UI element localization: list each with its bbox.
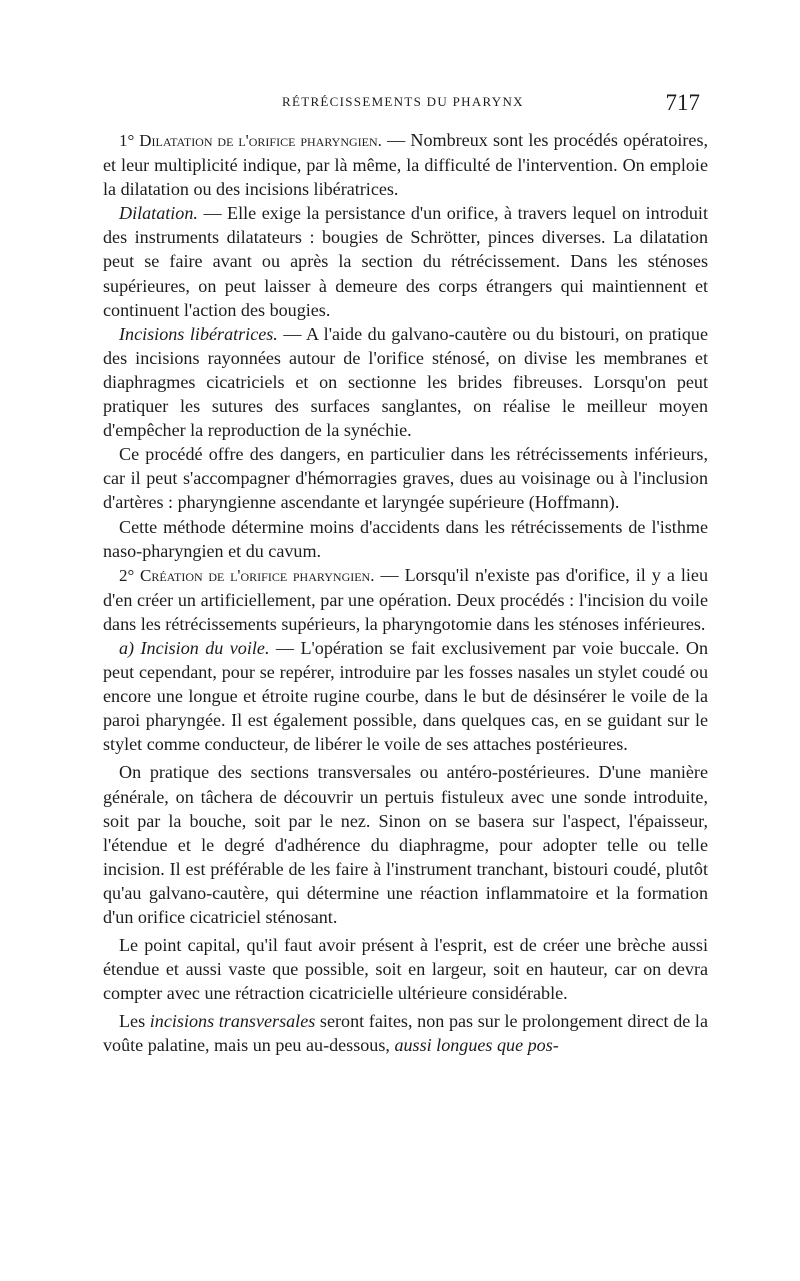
paragraph-dilatation-orifice <box>103 128 708 201</box>
emphasis: aussi longues que pos- <box>394 1035 559 1056</box>
paragraph-text: seront faites, non pas sur le prolongement direct de la voûte palatine, mais un peu au-dessous, <box>103 1011 708 1056</box>
paragraph-point-capital: Le point capital, qu'il faut avoir présent à l'esprit, est de créer une brèche aussi étendue et aussi vaste que possible, soit en largeur, soit en hauteur, car on devra compter avec une rétraction cicatricielle ultérieure considérable. <box>103 935 708 1004</box>
paragraph-text: — Elle exige la persistance d'un orifice, à travers lequel on introduit des instruments dilatateurs : bougies de Schrötter, pinces diverses. La dilatation peut se faire avant ou après la section du rétrécissement. Dans les sténoses supérieures, on peut laisser à demeure des corps étrangers qui maintiennent et continuent l'action des bougies. <box>103 203 708 320</box>
paragraph-text: — A l'aide du galvano-cautère ou du bistouri, on pratique des incisions rayonnées autour de l'orifice sténosé, on divise les membranes et diaphragmes cicatriciels et on sectionne les brides fibreuses. Lorsqu'on peut pratiquer les sutures des surfaces sanglantes, on réalise le meilleur moyen d'empêcher la reproduction de la synéchie. <box>103 323 708 441</box>
paragraph-text: — Lorsqu'il n'existe pas d'orifice, il y a lieu d'en créer un artificiellement, par une opération. Deux procédés : l'incision du voile dans les rétrécissements supérieurs, la pharyngotomie dans les sténoses inférieures. <box>103 564 708 634</box>
paragraph-incisions-liberatrices <box>103 322 708 442</box>
body-text <box>103 128 708 1058</box>
subsection-heading: a) Incision du voile. <box>119 637 270 658</box>
running-head <box>282 90 700 118</box>
paragraph-dangers: Ce procédé offre des dangers, en particulier dans les rétrécissements inférieurs, car il peut s'accompagner d'hémorragies graves, dues au voisinage ou à l'inclusion d'artères : pharyngienne ascendante et laryngée supérieure (Hoffmann). <box>103 444 708 513</box>
paragraph-incisions-transversales <box>103 1009 708 1057</box>
paragraph-dilatation <box>103 201 708 321</box>
paragraph-text: Les <box>119 1011 150 1032</box>
paragraph-incision-voile <box>103 636 708 756</box>
section-heading: 1° Dilatation de l'orifice pharyngien. <box>119 131 382 150</box>
subsection-heading: Dilatation. <box>119 203 198 224</box>
paragraph-sections: On pratique des sections transversales ou antéro-postérieures. D'une manière générale, on tâchera de découvrir un pertuis fistuleux avec une sonde introduite, soit par la bouche, soit par le nez. Sinon on se basera sur l'aspect, l'épaisseur, l'étendue et le degré d'adhérence du diaphragme, pour adopter telle ou telle incision. Il est préférable de les faire à l'instrument tranchant, bistouri coudé, plutôt qu'au galvano-cautère, qui détermine une réaction inflammatoire et la formation d'un orifice cicatriciel sténosant. <box>103 762 708 927</box>
paragraph-methode: Cette méthode détermine moins d'accidents dans les rétrécissements de l'isthme naso-pharyngien et du cavum. <box>103 516 708 561</box>
subsection-heading: Incisions libératrices. <box>119 323 278 344</box>
page-number: 717 <box>665 90 700 115</box>
running-title: RÉTRÉCISSEMENTS DU PHARYNX <box>282 94 524 109</box>
paragraph-text: — Nombreux sont les procédés opératoires, et leur multiplicité indique, par là même, la difficulté de l'intervention. On emploie la dilatation ou des incisions libératrices. <box>103 130 709 200</box>
emphasis: incisions transversales <box>149 1011 316 1032</box>
paragraph-text: — L'opération se fait exclusivement par voie buccale. On peut cependant, pour se repérer, introduire par les fosses nasales un stylet coudé ou encore une longue et étroite rugine courbe, dans le but de désinsérer le voile de la paroi pharyngée. Il est également possible, dans quelques cas, en se guidant sur le stylet comme conducteur, de libérer le voile de ses attaches postérieures. <box>103 637 709 755</box>
section-heading: 2° Création de l'orifice pharyngien. <box>119 565 375 585</box>
paragraph-creation-orifice <box>103 563 708 636</box>
